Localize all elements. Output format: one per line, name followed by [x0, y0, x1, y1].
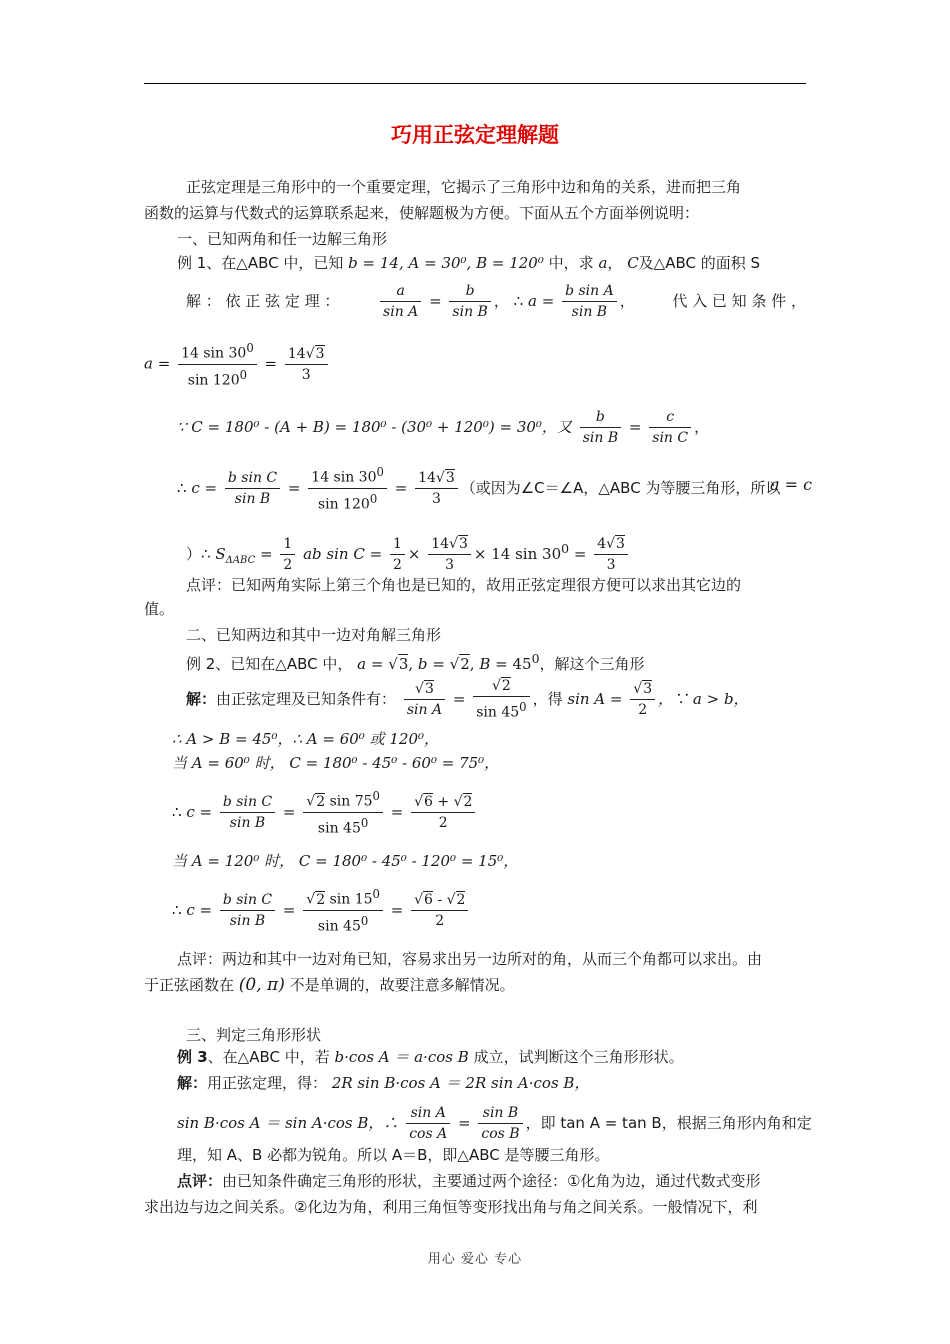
section-2-heading: 二、已知两边和其中一边对角解三角形	[186, 626, 442, 644]
example-2-tail: ，解这个三角形	[539, 655, 645, 673]
solution-3-line-1	[177, 1072, 589, 1094]
example-3-text-2: 成立，试判断这个三角形形状。	[473, 1048, 684, 1066]
example-1-given: b = 14, A = 30⁰, B = 120⁰	[348, 254, 544, 272]
solution-3-label: 解：	[177, 1074, 208, 1092]
comment-2-line-2a: 于正弦函数在	[144, 976, 235, 994]
solution-3-text: 用正弦定理，得：	[207, 1074, 328, 1092]
example-3-label: 例 3	[177, 1048, 208, 1066]
example-1-mid: 中，求	[548, 254, 594, 272]
solution-2-since: ，∵ a > b，	[658, 690, 749, 708]
comment-2-line-1: 点评：两边和其中一边对角已知，容易求出另一边所对的角，从而三个角都可以求出。由	[177, 950, 763, 968]
comment-2-line-2b: 不是单调的，故要注意多解情况。	[289, 976, 515, 994]
example-1-c: C	[627, 254, 639, 272]
example-1-a: a	[598, 254, 608, 272]
solution-1-a-value: a = $\frac{14 \sin 30^0}{\sin 120^0}$ = $\frac{14√3}{3}$	[144, 338, 331, 388]
section-1-heading: 一、已知两角和任一边解三角形	[177, 230, 388, 248]
solution-3-line-2: sin B·cos A ＝ sin A·cos B，∴ $\frac{\text{sin A}}{\text{cos A}}$ = $\frac{\text{sin B}}{\text{cos B}}$ ，即 tan A = tan B，根据三角形内角和定	[177, 1105, 812, 1142]
comment-1-line-1: 点评：已知两角实际上第三个角也是已知的，故用正弦定理很方便可以求出其它边的	[186, 576, 742, 594]
example-2-label: 例 2、已知在△ABC 中，	[186, 655, 353, 673]
comment-3-line-2: 求出边与边之间关系。②化边为角，利用三角恒等变形找出角与角之间关系。一般情况下，利	[144, 1198, 758, 1216]
solution-1-sine-law	[186, 276, 806, 326]
example-3	[177, 1046, 684, 1068]
example-3-text-1: 、在△ABC 中，若	[207, 1048, 330, 1066]
interval: (0, π)	[238, 975, 285, 995]
comment-3-label: 点评：	[177, 1172, 223, 1190]
case-1-heading: 当 A = 60⁰ 时， C = 180⁰ - 45⁰ - 60⁰ = 75⁰，	[172, 754, 500, 772]
comment-2-line-2	[144, 974, 515, 996]
case-2-c-value: ∴ c = $\frac{\text{b sin C}}{\text{sin B}}$ = $\frac{√2 \sin 15^0}{\sin 45^0}$ = $\frac{√6 - √2}{2}$	[172, 884, 471, 936]
solution-2-sine-law: 解：由正弦定理及已知条件有： $\frac{√3}{\text{sin A}}$ = $\frac{√2}{\sin 45^0}$ ，得 sin A = $\frac{√3}{2}$ ，∵ a > b，	[186, 678, 749, 721]
solution-1-suffix: 代 入 已 知 条 件 ，	[672, 292, 806, 310]
comment-1-line-2: 值。	[144, 600, 175, 618]
solution-1-prefix: 解 ： 依 正 弦 定 理 ：	[186, 292, 340, 310]
solution-3-line-3: 理，知 A、B 必都为锐角。所以 A＝B，即△ABC 是等腰三角形。	[177, 1146, 610, 1164]
example-1-comma: ，	[607, 254, 623, 272]
solution-2-label: 解：	[186, 690, 217, 708]
page-title: 巧用正弦定理解题	[391, 123, 559, 147]
example-1-tail: 及△ABC 的面积 S	[638, 254, 761, 272]
intro-line-2: 函数的运算与代数式的运算联系起来，使解题极为方便。下面从五个方面举例说明：	[144, 204, 700, 222]
solution-1-area: ）∴ $S_{\Delta ABC}$ = $\frac{1}{2}$ ab sin C = $\frac{1}{2}$ × $\frac{14√3}{3}$ × 14 $\sin 30^0$ = $\frac{4√3}{3}$	[186, 524, 631, 574]
comment-3-text-1: 由已知条件确定三角形的形状，主要通过两个途径：①化角为边，通过代数式变形	[222, 1172, 761, 1190]
solution-2-text: 由正弦定理及已知条件有：	[216, 690, 397, 708]
solution-1-angle-c: ∵ C = 180⁰ - (A + B) = 180⁰ - (30⁰ + 120⁰) = 30⁰，又 $\frac{b}{\text{sin B}}$ = $\frac{c}{\text{sin C}}$ ，	[177, 409, 710, 446]
case-2-heading: 当 A = 120⁰ 时， C = 180⁰ - 45⁰ - 120⁰ = 15⁰，	[172, 852, 519, 870]
case-1-c-value: ∴ c = $\frac{\text{b sin C}}{\text{sin B}}$ = $\frac{√2 \sin 75^0}{\sin 45^0}$ = $\frac{√6 + √2}{2}$	[172, 786, 478, 838]
solution-3-equation: 2R sin B·cos A ＝ 2R sin A·cos B，	[331, 1074, 590, 1092]
c-note: （或因为∠C＝∠A，△ABC 为等腰三角形，所以	[460, 479, 781, 497]
example-1	[177, 252, 760, 274]
example-1-label: 例 1、在△ABC 中，已知	[177, 254, 344, 272]
solution-3-line-2b: ，即 tan A = tan B，根据三角形内角和定	[525, 1114, 812, 1132]
page-footer: 用心 爱心 专心	[427, 1252, 523, 1267]
example-2: 例 2、已知在△ABC 中， a = √3, b = √2, $B = 45^0$，解这个三角形	[186, 651, 645, 673]
area-prefix: ）∴	[186, 545, 211, 563]
solution-1-c-value: ∴ c = $\frac{\text{b sin C}}{\text{sin B}}$ = $\frac{14 \sin 30^0}{\sin 120^0}$ = $\frac{14√3}{3}$ （或因为∠C＝∠A，△ABC 为等腰三角形，所以	[177, 462, 817, 514]
sine-law-formula: $\frac{a}{\text{sin A}}$ = $\frac{b}{\text{sin B}}$ ， ∴ a = $\frac{\text{b sin A}}{\text{sin B}}$ ，	[377, 281, 635, 322]
intro-line-1: 正弦定理是三角形中的一个重要定理，它揭示了三角形中边和角的关系，进而把三角	[186, 178, 742, 196]
a-equals-c: a = c	[770, 475, 813, 494]
solution-3-line-2a: sin B·cos A ＝ sin A·cos B，∴	[177, 1114, 399, 1132]
comment-3-line-1	[177, 1170, 760, 1192]
angle-c-equation: ∵ C = 180⁰ - (A + B) = 180⁰ - (30⁰ + 120⁰) = 30⁰，又	[177, 418, 572, 436]
solution-2-angles: ∴ A > B = 45⁰，∴ A = 60⁰ 或 120⁰，	[172, 730, 440, 748]
example-3-equation: b·cos A ＝ a·cos B	[334, 1048, 469, 1066]
solution-2-get: ，得	[532, 690, 563, 708]
header-rule	[144, 83, 806, 84]
section-3-heading: 三、判定三角形形状	[186, 1026, 322, 1044]
